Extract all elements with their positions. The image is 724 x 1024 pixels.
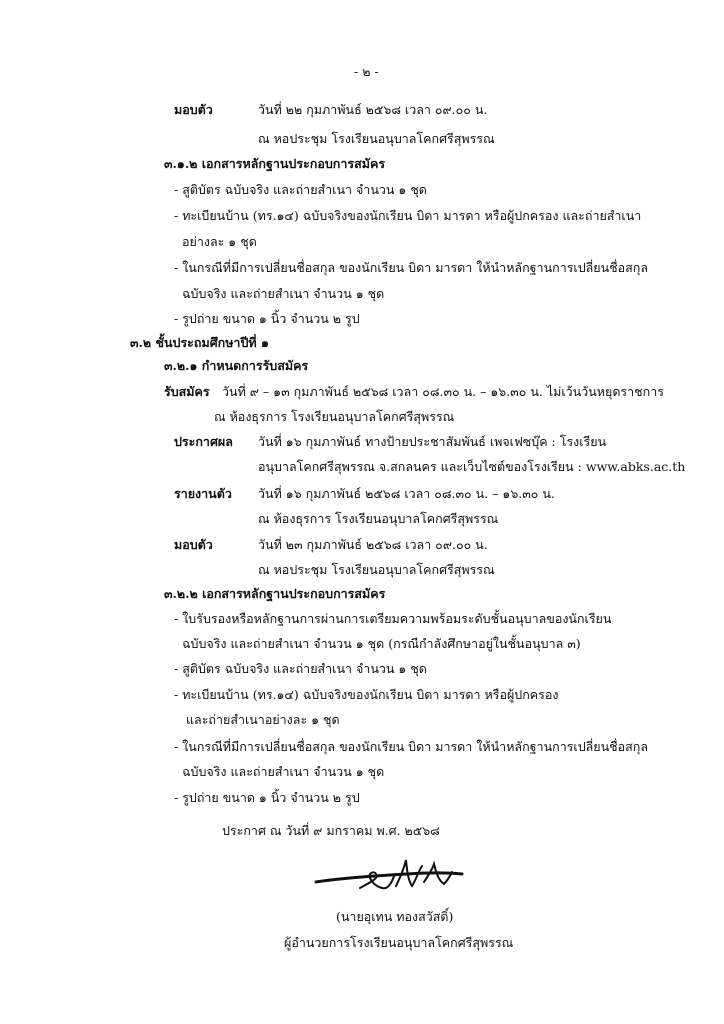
report-date: วันที่ ๑๖ กุมภาพันธ์ ๒๕๖๘ เวลา ๐๘.๓๐ น. – ๑๖.๓๐ น. <box>258 486 555 501</box>
list-item: ฉบับจริง และถ่ายสำเนา จำนวน ๑ ชุด (กรณีกำลังศึกษาอยู่ในชั้นอนุบาล ๓) <box>182 636 581 651</box>
signer-title: ผู้อำนวยการโรงเรียนอนุบาลโคกศรีสุพรรณ <box>284 935 514 950</box>
list-item: - ใบรับรองหรือหลักฐานการผ่านการเตรียมความพร้อมระดับชั้นอนุบาลของนักเรียน <box>174 611 612 626</box>
list-item: - ในกรณีที่มีการเปลี่ยนชื่อสกุล ของนักเรียน บิดา มารดา ให้นำหลักฐานการเปลี่ยนชื่อสกุล <box>174 739 649 754</box>
section-heading: ๓.๒.๒ เอกสารหลักฐานประกอบการสมัคร <box>164 586 386 601</box>
list-item: - ทะเบียนบ้าน (ทร.๑๔) ฉบับจริงของนักเรียน บิดา มารดา หรือผู้ปกครอง <box>174 687 559 702</box>
enroll-date: วันที่ ๒๒ กุมภาพันธ์ ๒๕๖๘ เวลา ๐๙.๐๐ น. <box>258 102 488 117</box>
list-item: - ในกรณีที่มีการเปลี่ยนชื่อสกุล ของนักเรียน บิดา มารดา ให้นำหลักฐานการเปลี่ยนชื่อสกุล <box>174 260 649 275</box>
enroll-place: ณ หอประชุม โรงเรียนอนุบาลโคกศรีสุพรรณ <box>258 131 495 146</box>
report-label: รายงานตัว <box>174 486 232 501</box>
apply-date: วันที่ ๙ – ๑๓ กุมภาพันธ์ ๒๕๖๘ เวลา ๐๘.๓๐ น. – ๑๖.๓๐ น. ไม่เว้นวันหยุดราชการ <box>222 384 664 399</box>
announce-text: วันที่ ๑๖ กุมภาพันธ์ ทางป้ายประชาสัมพันธ์ เพจเฟซบุ๊ค : โรงเรียน <box>258 434 607 449</box>
list-item: - สูติบัตร ฉบับจริง และถ่ายสำเนา จำนวน ๑ ชุด <box>174 661 427 676</box>
page-number: - ๒ - <box>354 64 379 79</box>
list-item: - สูติบัตร ฉบับจริง และถ่ายสำเนา จำนวน ๑ ชุด <box>174 182 427 197</box>
signer-name: (นายอุเทน ทองสวัสดิ์) <box>336 909 454 924</box>
announce-label: ประกาศผล <box>174 434 233 449</box>
list-item: - ทะเบียนบ้าน (ทร.๑๔) ฉบับจริงของนักเรียน บิดา มารดา หรือผู้ปกครอง และถ่ายสำเนา <box>174 208 642 223</box>
list-item: ฉบับจริง และถ่ายสำเนา จำนวน ๑ ชุด <box>182 764 385 779</box>
report-place: ณ ห้องธุรการ โรงเรียนอนุบาลโคกศรีสุพรรณ <box>258 511 499 526</box>
announce-text: อนุบาลโคกศรีสุพรรณ จ.สกลนคร และเว็บไซต์ของโรงเรียน : www.abks.ac.th <box>258 459 686 474</box>
list-item: - รูปถ่าย ขนาด ๑ นิ้ว จำนวน ๒ รูป <box>174 311 360 326</box>
list-item: และถ่ายสำเนาอย่างละ ๑ ชุด <box>186 712 340 727</box>
announce-date: ประกาศ ณ วันที่ ๙ มกราคม พ.ศ. ๒๕๖๘ <box>222 823 440 838</box>
enroll-label: มอบตัว <box>174 537 213 552</box>
list-item: ฉบับจริง และถ่ายสำเนา จำนวน ๑ ชุด <box>182 286 385 301</box>
list-item: - รูปถ่าย ขนาด ๑ นิ้ว จำนวน ๒ รูป <box>174 790 360 805</box>
enroll-place: ณ หอประชุม โรงเรียนอนุบาลโคกศรีสุพรรณ <box>258 562 495 577</box>
list-item: อย่างละ ๑ ชุด <box>182 234 257 249</box>
section-heading: ๓.๒ ชั้นประถมศึกษาปีที่ ๑ <box>130 335 269 350</box>
apply-place: ณ ห้องธุรการ โรงเรียนอนุบาลโคกศรีสุพรรณ <box>214 409 455 424</box>
section-heading: ๓.๑.๒ เอกสารหลักฐานประกอบการสมัคร <box>164 156 386 171</box>
enroll-date: วันที่ ๒๓ กุมภาพันธ์ ๒๕๖๘ เวลา ๐๙.๐๐ น. <box>258 537 488 552</box>
signature-image <box>312 852 472 902</box>
section-heading: ๓.๒.๑ กำหนดการรับสมัคร <box>164 358 309 373</box>
apply-label: รับสมัคร <box>164 384 210 399</box>
enroll-label: มอบตัว <box>174 102 213 117</box>
